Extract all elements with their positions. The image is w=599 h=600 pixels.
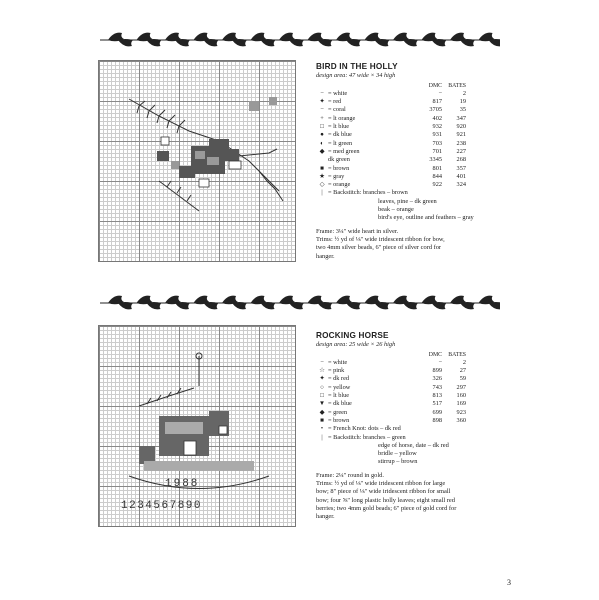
bates-number: 921 bbox=[456, 131, 466, 139]
holly-leaf-icon bbox=[137, 296, 162, 310]
color-name: = orange bbox=[328, 181, 351, 189]
bates-number: 347 bbox=[456, 114, 466, 122]
thread-row bbox=[316, 392, 466, 400]
holly-leaf-icon bbox=[479, 33, 501, 47]
bird-holly-motif bbox=[99, 61, 295, 261]
note-line: Frame: 3¼" wide heart in silver. bbox=[316, 227, 399, 235]
dmc-number: 402 bbox=[432, 114, 442, 122]
color-name: = gray bbox=[328, 172, 345, 180]
table-header bbox=[316, 351, 466, 359]
dmc-number: 931 bbox=[432, 131, 442, 139]
symbol-icon: □ bbox=[320, 392, 324, 400]
color-name: = dk red bbox=[328, 375, 350, 383]
col-dmc: DMC bbox=[428, 351, 442, 358]
col-bates: BATES bbox=[448, 351, 466, 358]
dmc-number: − bbox=[438, 89, 442, 97]
dmc-number: 932 bbox=[432, 123, 442, 131]
rocking-horse-motif bbox=[99, 326, 295, 526]
thread-row bbox=[316, 156, 466, 164]
bates-number: 360 bbox=[456, 416, 466, 424]
holly-leaf-icon bbox=[365, 33, 390, 47]
dmc-number: 699 bbox=[432, 408, 442, 416]
symbol-icon: − bbox=[320, 358, 324, 366]
holly-leaf-icon bbox=[308, 296, 333, 310]
col-bates: BATES bbox=[448, 82, 466, 89]
color-name: = white bbox=[328, 358, 348, 366]
thread-row bbox=[316, 173, 466, 181]
bates-number: 920 bbox=[456, 123, 466, 131]
bates-number: 35 bbox=[459, 106, 466, 114]
dmc-number: − bbox=[438, 358, 442, 366]
holly-leaf-icon bbox=[251, 296, 276, 310]
holly-leaf-icon bbox=[194, 296, 219, 310]
bates-number: 268 bbox=[456, 156, 466, 164]
chart-numbers-text: 1234567890 bbox=[121, 500, 203, 512]
symbol-icon: ■ bbox=[320, 164, 324, 172]
color-name: = brown bbox=[328, 416, 350, 424]
thread-row bbox=[316, 140, 466, 148]
thread-row bbox=[316, 115, 466, 123]
dmc-number: 3345 bbox=[429, 156, 442, 164]
thread-row bbox=[316, 375, 466, 383]
dmc-number: 898 bbox=[432, 416, 442, 424]
holly-leaf-icon bbox=[393, 296, 418, 310]
color-name: = pink bbox=[328, 367, 345, 375]
dmc-number: 701 bbox=[432, 147, 442, 155]
section-title: ROCKING HORSE bbox=[316, 331, 389, 340]
thread-row bbox=[316, 400, 466, 408]
holly-leaf-icon bbox=[336, 296, 361, 310]
symbol-icon: | bbox=[321, 433, 323, 441]
backstitch-line: leaves, pine – dk green bbox=[378, 197, 437, 205]
symbol-icon: + bbox=[320, 114, 324, 122]
thread-row bbox=[316, 434, 466, 442]
bates-number: 59 bbox=[459, 375, 466, 383]
bates-number: 19 bbox=[459, 98, 466, 106]
symbol-icon: ★ bbox=[319, 172, 325, 180]
dmc-number: 817 bbox=[432, 98, 442, 106]
holly-leaf-icon bbox=[194, 33, 219, 47]
color-name: dk green bbox=[328, 156, 350, 164]
design-area: design area: 25 wide × 26 high bbox=[316, 341, 396, 349]
color-name: = lt green bbox=[328, 139, 353, 147]
holly-leaf-icon bbox=[393, 33, 418, 47]
bates-number: 160 bbox=[456, 392, 466, 400]
symbol-icon: ✦ bbox=[319, 98, 325, 106]
dmc-number: 517 bbox=[432, 400, 442, 408]
holly-leaf-icon bbox=[108, 296, 133, 310]
frame-notes bbox=[316, 472, 526, 522]
holly-leaf-icon bbox=[308, 33, 333, 47]
color-name: = med green bbox=[328, 147, 360, 155]
row-label: = Backstitch: branches – green bbox=[328, 433, 406, 441]
holly-leaf-icon bbox=[222, 296, 247, 310]
frame-notes bbox=[316, 228, 526, 261]
thread-row bbox=[316, 417, 466, 425]
color-name: = lt blue bbox=[328, 392, 350, 400]
row-label: = Backstitch: branches – brown bbox=[328, 189, 408, 197]
rocking-horse-key bbox=[316, 332, 526, 522]
bates-number: 2 bbox=[462, 89, 466, 97]
color-name: = yellow bbox=[328, 383, 351, 391]
symbol-icon: ◐ bbox=[320, 139, 324, 147]
thread-row bbox=[316, 165, 466, 173]
dmc-number: 3705 bbox=[429, 106, 442, 114]
holly-leaf-icon bbox=[422, 296, 447, 310]
note-line: hanger. bbox=[316, 252, 335, 260]
row-label: = French Knot: dots – dk red bbox=[328, 425, 401, 433]
bates-number: 227 bbox=[456, 147, 466, 155]
backstitch-line: bridle – yellow bbox=[378, 450, 417, 458]
holly-border-middle bbox=[100, 293, 500, 313]
symbol-icon bbox=[316, 156, 328, 164]
symbol-icon: ○ bbox=[320, 383, 324, 391]
holly-leaf-icon bbox=[108, 33, 133, 47]
holly-leaf-icon bbox=[450, 33, 475, 47]
holly-leaf-icon bbox=[422, 33, 447, 47]
holly-leaf-icon bbox=[165, 296, 190, 310]
chart-year-text: 1988 bbox=[165, 478, 200, 490]
symbol-icon: ▼ bbox=[318, 400, 326, 408]
dmc-number: 922 bbox=[432, 181, 442, 189]
symbol-icon: □ bbox=[320, 123, 324, 131]
bates-number: 923 bbox=[456, 408, 466, 416]
symbol-icon: ● bbox=[320, 131, 324, 139]
note-line: bow; 8" piece of ⅛" wide iridescent ribbon for small bbox=[316, 488, 451, 496]
dmc-number: 801 bbox=[432, 164, 442, 172]
dmc-number: 844 bbox=[432, 172, 442, 180]
thread-row bbox=[316, 181, 466, 189]
symbol-icon: ◆ bbox=[319, 408, 325, 416]
thread-row bbox=[316, 425, 466, 433]
bates-number: 357 bbox=[456, 164, 466, 172]
thread-row bbox=[316, 409, 466, 417]
thread-table bbox=[316, 351, 466, 442]
backstitch-line: stirrup – brown bbox=[378, 458, 418, 466]
thread-row bbox=[316, 367, 466, 375]
holly-leaf-icon bbox=[336, 33, 361, 47]
dmc-number: 813 bbox=[432, 392, 442, 400]
table-header bbox=[316, 82, 466, 90]
thread-row bbox=[316, 106, 466, 114]
page-number: 3 bbox=[507, 578, 511, 587]
color-name: = brown bbox=[328, 164, 350, 172]
holly-leaf-icon bbox=[479, 296, 501, 310]
holly-leaf-icon bbox=[222, 33, 247, 47]
thread-row bbox=[316, 189, 466, 197]
rocking-horse-chart bbox=[98, 325, 296, 527]
backstitch-line: edge of horse, date – dk red bbox=[378, 441, 449, 449]
holly-leaf-icon bbox=[137, 33, 162, 47]
bird-holly-chart bbox=[98, 60, 296, 262]
dmc-number: 899 bbox=[432, 367, 442, 375]
bird-holly-key bbox=[316, 63, 526, 261]
color-name: = lt blue bbox=[328, 123, 350, 131]
holly-leaf-icon bbox=[450, 296, 475, 310]
bates-number: 2 bbox=[462, 358, 466, 366]
thread-row bbox=[316, 131, 466, 139]
thread-row bbox=[316, 123, 466, 131]
symbol-icon: ■ bbox=[320, 416, 324, 424]
color-name: = green bbox=[328, 408, 348, 416]
dmc-number: 743 bbox=[432, 383, 442, 391]
thread-row bbox=[316, 148, 466, 156]
symbol-icon: ◇ bbox=[319, 181, 325, 189]
symbol-icon: − bbox=[320, 89, 324, 97]
section-title: BIRD IN THE HOLLY bbox=[316, 62, 398, 71]
symbol-icon: ◆ bbox=[319, 147, 325, 155]
color-name: = lt orange bbox=[328, 114, 356, 122]
symbol-icon: • bbox=[320, 425, 324, 433]
dmc-number: 326 bbox=[432, 375, 442, 383]
holly-leaf-icon bbox=[279, 33, 304, 47]
design-area: design area: 47 wide × 34 high bbox=[316, 72, 396, 80]
thread-row bbox=[316, 90, 466, 98]
dmc-number: 703 bbox=[432, 139, 442, 147]
symbol-icon: | bbox=[321, 189, 323, 197]
note-line: berries; two 4mm gold beads; 6" piece of gold cord for bbox=[316, 504, 457, 512]
note-line: Trims: ½ yd of ⅛" wide iridescent ribbon for bow, bbox=[316, 235, 445, 243]
symbol-icon: − bbox=[320, 106, 324, 114]
holly-leaf-icon bbox=[365, 296, 390, 310]
holly-leaf-icon bbox=[279, 296, 304, 310]
thread-row bbox=[316, 384, 466, 392]
symbol-icon: ✦ bbox=[319, 375, 325, 383]
col-dmc: DMC bbox=[428, 82, 442, 89]
backstitch-line: bird's eye, outline and feathers – gray bbox=[378, 214, 474, 222]
note-line: two 4mm silver beads, 6" piece of silver cord for bbox=[316, 244, 442, 252]
bates-number: 169 bbox=[456, 400, 466, 408]
holly-leaf-icon bbox=[165, 33, 190, 47]
thread-table bbox=[316, 82, 466, 198]
color-name: = coral bbox=[328, 106, 346, 114]
note-line: Trims: ½ yd of ⅛" wide iridescent ribbon for large bbox=[316, 480, 446, 488]
note-line: Frame: 2¼" round in gold. bbox=[316, 471, 384, 479]
bates-number: 324 bbox=[456, 181, 466, 189]
bates-number: 297 bbox=[456, 383, 466, 391]
backstitch-line: beak – orange bbox=[378, 206, 414, 214]
holly-border-top bbox=[100, 30, 500, 50]
color-name: = white bbox=[328, 89, 348, 97]
thread-row bbox=[316, 359, 466, 367]
bates-number: 27 bbox=[459, 367, 466, 375]
thread-row bbox=[316, 98, 466, 106]
bates-number: 401 bbox=[456, 172, 466, 180]
note-line: hanger. bbox=[316, 513, 335, 521]
color-name: = red bbox=[328, 98, 342, 106]
color-name: = dk blue bbox=[328, 400, 352, 408]
bates-number: 238 bbox=[456, 139, 466, 147]
holly-leaf-icon bbox=[251, 33, 276, 47]
note-line: bow; four ⅝" long plastic holly leaves; eight small red bbox=[316, 496, 455, 504]
color-name: = dk blue bbox=[328, 131, 352, 139]
symbol-icon: ☆ bbox=[319, 367, 325, 375]
